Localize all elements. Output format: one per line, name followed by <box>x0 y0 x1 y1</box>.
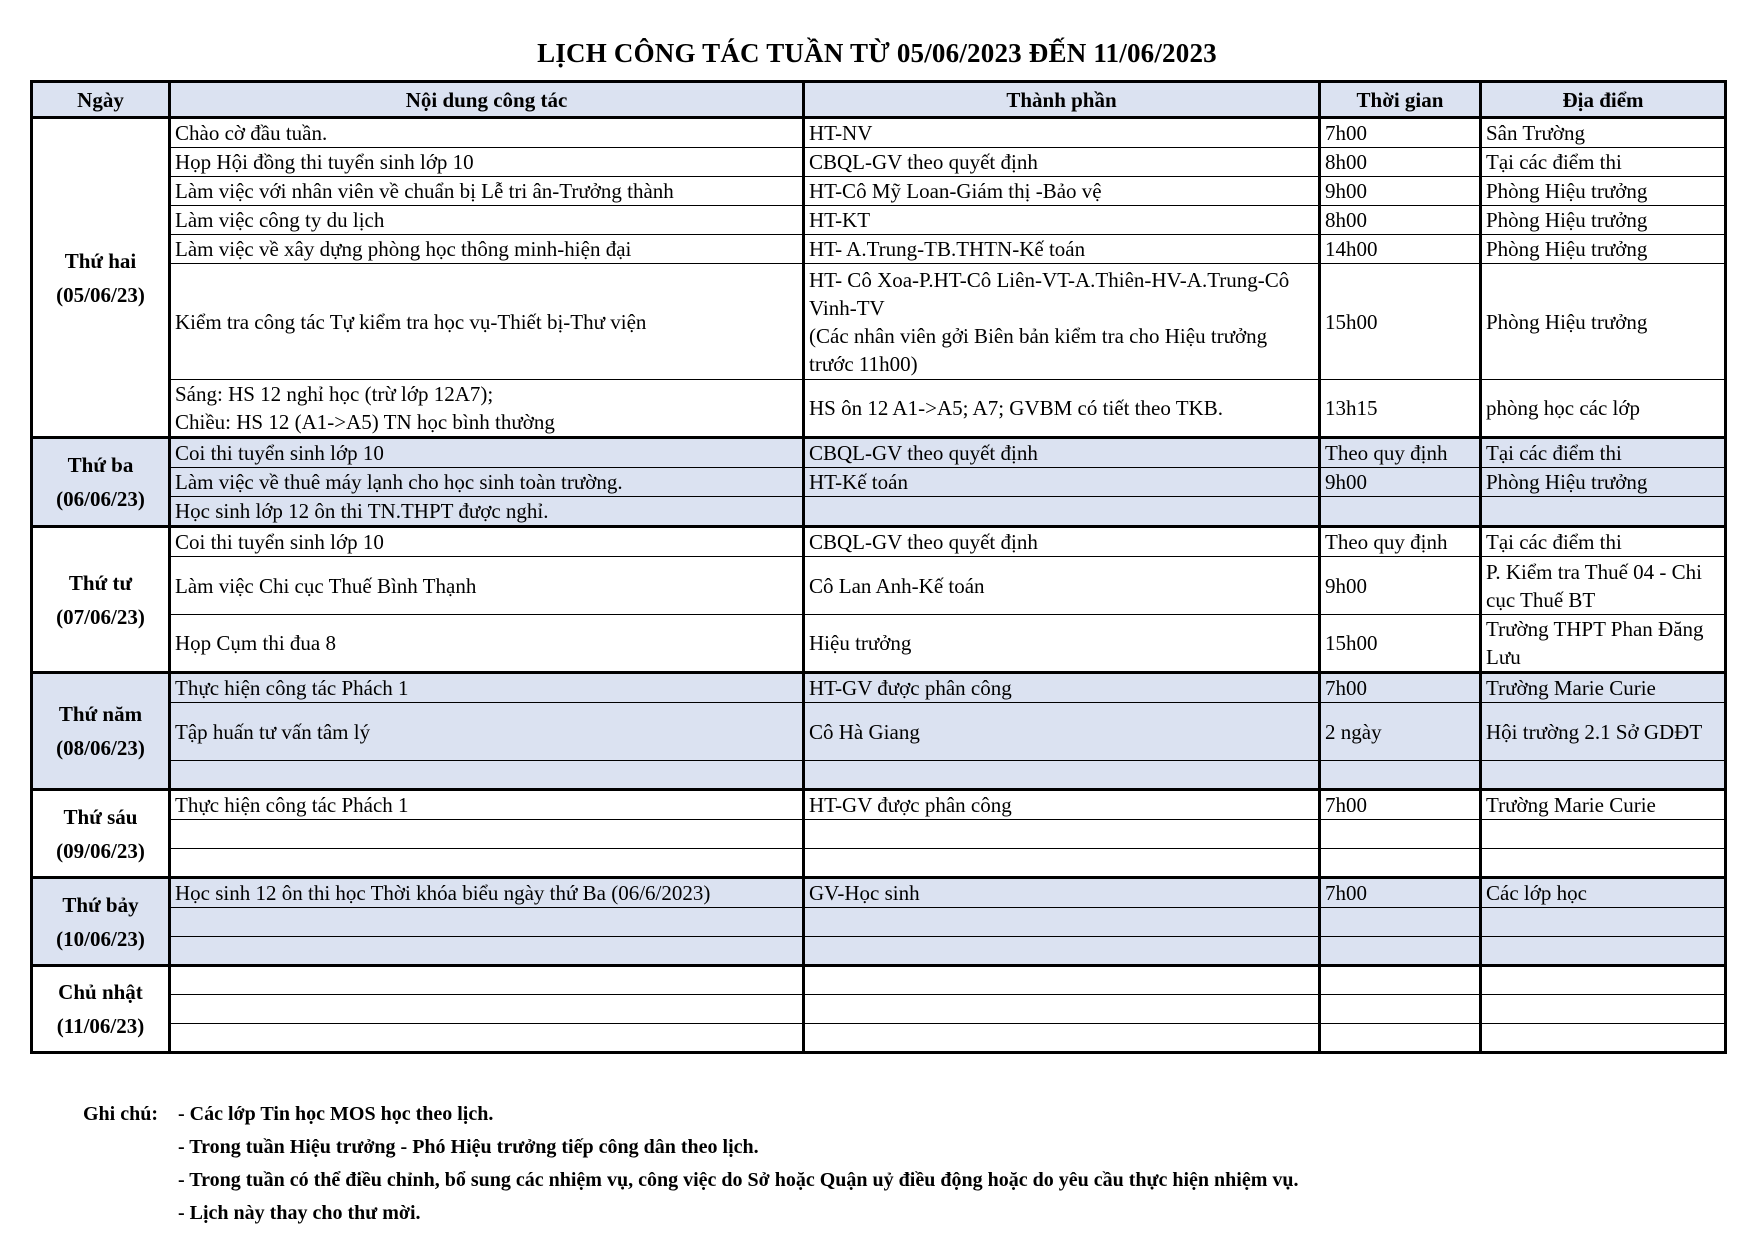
members-cell <box>804 761 1320 790</box>
day-name: Thứ sáu <box>63 804 138 829</box>
place-cell <box>1481 497 1726 527</box>
time-cell: 15h00 <box>1320 615 1481 673</box>
time-cell: 2 ngày <box>1320 703 1481 761</box>
place-cell <box>1481 761 1726 790</box>
members-cell: HT-GV được phân công <box>804 790 1320 820</box>
day-date: (08/06/23) <box>56 736 145 760</box>
table-row <box>32 148 1726 177</box>
notes-label: Ghi chú: <box>83 1103 159 1125</box>
time-cell: 7h00 <box>1320 878 1481 908</box>
day-group-saturday <box>32 878 1726 966</box>
time-cell: 7h00 <box>1320 118 1481 148</box>
members-cell <box>804 849 1320 878</box>
place-cell <box>1481 1024 1726 1053</box>
place-cell: phòng học các lớp <box>1481 380 1726 438</box>
content-cell: Thực hiện công tác Phách 1 <box>170 790 804 820</box>
members-cell: HT-GV được phân công <box>804 673 1320 703</box>
time-cell: Theo quy định <box>1320 438 1481 468</box>
table-row <box>32 878 1726 908</box>
table-row <box>32 557 1726 615</box>
table-row <box>32 908 1726 937</box>
members-cell: Cô Hà Giang <box>804 703 1320 761</box>
time-cell: 9h00 <box>1320 177 1481 206</box>
content-cell: Họp Hội đồng thi tuyển sinh lớp 10 <box>170 148 804 177</box>
table-row <box>32 615 1726 673</box>
place-cell: Phòng Hiệu trưởng <box>1481 468 1726 497</box>
table-row <box>32 468 1726 497</box>
content-cell: Làm việc về thuê máy lạnh cho học sinh toàn trường. <box>170 468 804 497</box>
members-cell: Hiệu trưởng <box>804 615 1320 673</box>
time-cell <box>1320 497 1481 527</box>
notes-list <box>178 1098 1678 1230</box>
content-cell <box>170 849 804 878</box>
members-cell: HS ôn 12 A1->A5; A7; GVBM có tiết theo TKB. <box>804 380 1320 438</box>
content-cell: Coi thi tuyển sinh lớp 10 <box>170 527 804 557</box>
time-cell <box>1320 849 1481 878</box>
place-cell <box>1481 820 1726 849</box>
content-cell: Học sinh 12 ôn thi học Thời khóa biểu ngày thứ Ba (06/6/2023) <box>170 878 804 908</box>
place-cell: Phòng Hiệu trưởng <box>1481 235 1726 264</box>
members-cell: GV-Học sinh <box>804 878 1320 908</box>
day-name: Thứ bảy <box>62 892 139 917</box>
place-cell <box>1481 849 1726 878</box>
place-cell <box>1481 995 1726 1024</box>
content-cell: Làm việc với nhân viên về chuẩn bị Lễ tri ân-Trưởng thành <box>170 177 804 206</box>
content-cell: Làm việc Chi cục Thuế Bình Thạnh <box>170 557 804 615</box>
note-item: - Lịch này thay cho thư mời. <box>178 1202 421 1224</box>
table-row <box>32 438 1726 468</box>
place-cell: Trường Marie Curie <box>1481 790 1726 820</box>
day-name: Thứ tư <box>68 570 133 595</box>
members-cell: HT- A.Trung-TB.THTN-Kế toán <box>804 235 1320 264</box>
place-cell: Các lớp học <box>1481 878 1726 908</box>
table-row <box>32 849 1726 878</box>
members-cell: HT-NV <box>804 118 1320 148</box>
members-cell: CBQL-GV theo quyết định <box>804 148 1320 177</box>
day-group-tuesday <box>32 438 1726 527</box>
day-date: (07/06/23) <box>56 604 145 629</box>
time-cell <box>1320 820 1481 849</box>
table-row <box>32 380 1726 438</box>
table-row <box>32 235 1726 264</box>
content-cell <box>170 937 804 966</box>
content-cell <box>170 908 804 937</box>
day-date: (06/06/23) <box>56 487 145 511</box>
members-cell <box>804 995 1320 1024</box>
schedule-table <box>30 80 1727 1054</box>
time-cell: 14h00 <box>1320 235 1481 264</box>
table-row <box>32 264 1726 380</box>
time-cell <box>1320 995 1481 1024</box>
day-cell <box>32 878 170 966</box>
table-row <box>32 1024 1726 1053</box>
place-cell <box>1481 908 1726 937</box>
place-cell: Trường THPT Phan Đăng Lưu <box>1481 615 1726 673</box>
day-cell <box>32 966 170 1053</box>
day-group-friday <box>32 790 1726 878</box>
table-row <box>32 118 1726 148</box>
day-name: Thứ ba <box>67 453 134 477</box>
place-cell: Phòng Hiệu trưởng <box>1481 206 1726 235</box>
time-cell <box>1320 908 1481 937</box>
members-cell <box>804 908 1320 937</box>
note-item: - Các lớp Tin học MOS học theo lịch. <box>178 1103 494 1125</box>
day-group-wednesday <box>32 527 1726 673</box>
day-cell <box>32 673 170 790</box>
table-row <box>32 790 1726 820</box>
time-cell: 9h00 <box>1320 468 1481 497</box>
content-cell: Làm việc công ty du lịch <box>170 206 804 235</box>
members-cell <box>804 966 1320 995</box>
content-cell <box>170 820 804 849</box>
day-date: (05/06/23) <box>56 282 145 307</box>
time-cell: 9h00 <box>1320 557 1481 615</box>
page-title: LỊCH CÔNG TÁC TUẦN TỪ 05/06/2023 ĐẾN 11/06/2023 <box>537 38 1217 68</box>
members-cell: HT- Cô Xoa-P.HT-Cô Liên-VT-A.Thiên-HV-A.Trung-Cô Vinh-TV (Các nhân viên gởi Biên bản kiểm tra cho Hiệu trưởng trước 11h00) <box>804 264 1320 380</box>
place-cell <box>1481 937 1726 966</box>
day-cell <box>32 527 170 673</box>
members-cell <box>804 937 1320 966</box>
members-cell: HT-KT <box>804 206 1320 235</box>
day-name: Thứ năm <box>58 702 143 726</box>
members-cell: CBQL-GV theo quyết định <box>804 527 1320 557</box>
content-cell <box>170 995 804 1024</box>
place-cell: Tại các điểm thi <box>1481 527 1726 557</box>
content-cell <box>170 966 804 995</box>
table-row <box>32 703 1726 761</box>
header-time: Thời gian <box>1320 82 1481 118</box>
place-cell: Tại các điểm thi <box>1481 148 1726 177</box>
time-cell: 8h00 <box>1320 148 1481 177</box>
time-cell <box>1320 966 1481 995</box>
members-cell: Cô Lan Anh-Kế toán <box>804 557 1320 615</box>
time-cell: 7h00 <box>1320 673 1481 703</box>
table-row <box>32 820 1726 849</box>
content-cell: Coi thi tuyển sinh lớp 10 <box>170 438 804 468</box>
content-cell: Kiểm tra công tác Tự kiểm tra học vụ-Thiết bị-Thư viện <box>170 264 804 380</box>
members-cell <box>804 497 1320 527</box>
table-row <box>32 761 1726 790</box>
content-cell: Sáng: HS 12 nghỉ học (trừ lớp 12A7); Chiều: HS 12 (A1->A5) TN học bình thường <box>170 380 804 438</box>
day-cell <box>32 118 170 438</box>
place-cell: Phòng Hiệu trưởng <box>1481 177 1726 206</box>
day-date: (10/06/23) <box>56 926 145 951</box>
table-row <box>32 995 1726 1024</box>
table-row <box>32 937 1726 966</box>
members-cell: HT-Kế toán <box>804 468 1320 497</box>
members-cell: HT-Cô Mỹ Loan-Giám thị -Bảo vệ <box>804 177 1320 206</box>
place-cell: Tại các điểm thi <box>1481 438 1726 468</box>
members-cell <box>804 820 1320 849</box>
time-cell <box>1320 761 1481 790</box>
time-cell: 8h00 <box>1320 206 1481 235</box>
table-row <box>32 497 1726 527</box>
time-cell <box>1320 1024 1481 1053</box>
table-row <box>32 966 1726 995</box>
day-cell <box>32 790 170 878</box>
header-day: Ngày <box>32 82 170 118</box>
day-group-thursday <box>32 673 1726 790</box>
content-cell: Làm việc về xây dựng phòng học thông minh-hiện đại <box>170 235 804 264</box>
time-cell: 15h00 <box>1320 264 1481 380</box>
members-cell: CBQL-GV theo quyết định <box>804 438 1320 468</box>
day-name: Thứ hai <box>64 248 137 273</box>
day-date: (09/06/23) <box>56 838 145 863</box>
header-place: Địa điểm <box>1481 82 1726 118</box>
table-row <box>32 673 1726 703</box>
place-cell: P. Kiểm tra Thuế 04 - Chi cục Thuế BT <box>1481 557 1726 615</box>
time-cell: Theo quy định <box>1320 527 1481 557</box>
table-row <box>32 177 1726 206</box>
header-members: Thành phần <box>804 82 1320 118</box>
content-cell: Họp Cụm thi đua 8 <box>170 615 804 673</box>
place-cell: Hội trường 2.1 Sở GDĐT <box>1481 703 1726 761</box>
content-cell: Học sinh lớp 12 ôn thi TN.THPT được nghỉ. <box>170 497 804 527</box>
day-cell <box>32 438 170 527</box>
content-cell <box>170 1024 804 1053</box>
time-cell <box>1320 937 1481 966</box>
members-cell <box>804 1024 1320 1053</box>
note-item: - Trong tuần có thể điều chỉnh, bổ sung các nhiệm vụ, công việc do Sở hoặc Quận uỷ điều động hoặc do yêu cầu thực hiện nhiệm vụ. <box>178 1169 1299 1191</box>
place-cell: Phòng Hiệu trưởng <box>1481 264 1726 380</box>
content-cell <box>170 761 804 790</box>
place-cell <box>1481 966 1726 995</box>
day-date: (11/06/23) <box>56 1014 145 1038</box>
content-cell: Thực hiện công tác Phách 1 <box>170 673 804 703</box>
time-cell: 13h15 <box>1320 380 1481 438</box>
table-header <box>32 82 1726 118</box>
content-cell: Chào cờ đầu tuần. <box>170 118 804 148</box>
day-group-monday <box>32 118 1726 438</box>
content-cell: Tập huấn tư vấn tâm lý <box>170 703 804 761</box>
table-row <box>32 206 1726 235</box>
header-content: Nội dung công tác <box>170 82 804 118</box>
table-row <box>32 527 1726 557</box>
place-cell: Trường Marie Curie <box>1481 673 1726 703</box>
time-cell: 7h00 <box>1320 790 1481 820</box>
place-cell: Sân Trường <box>1481 118 1726 148</box>
note-item: - Trong tuần Hiệu trưởng - Phó Hiệu trưởng tiếp công dân theo lịch. <box>178 1136 759 1158</box>
day-name: Chủ nhật <box>58 980 143 1004</box>
day-group-sunday <box>32 966 1726 1053</box>
